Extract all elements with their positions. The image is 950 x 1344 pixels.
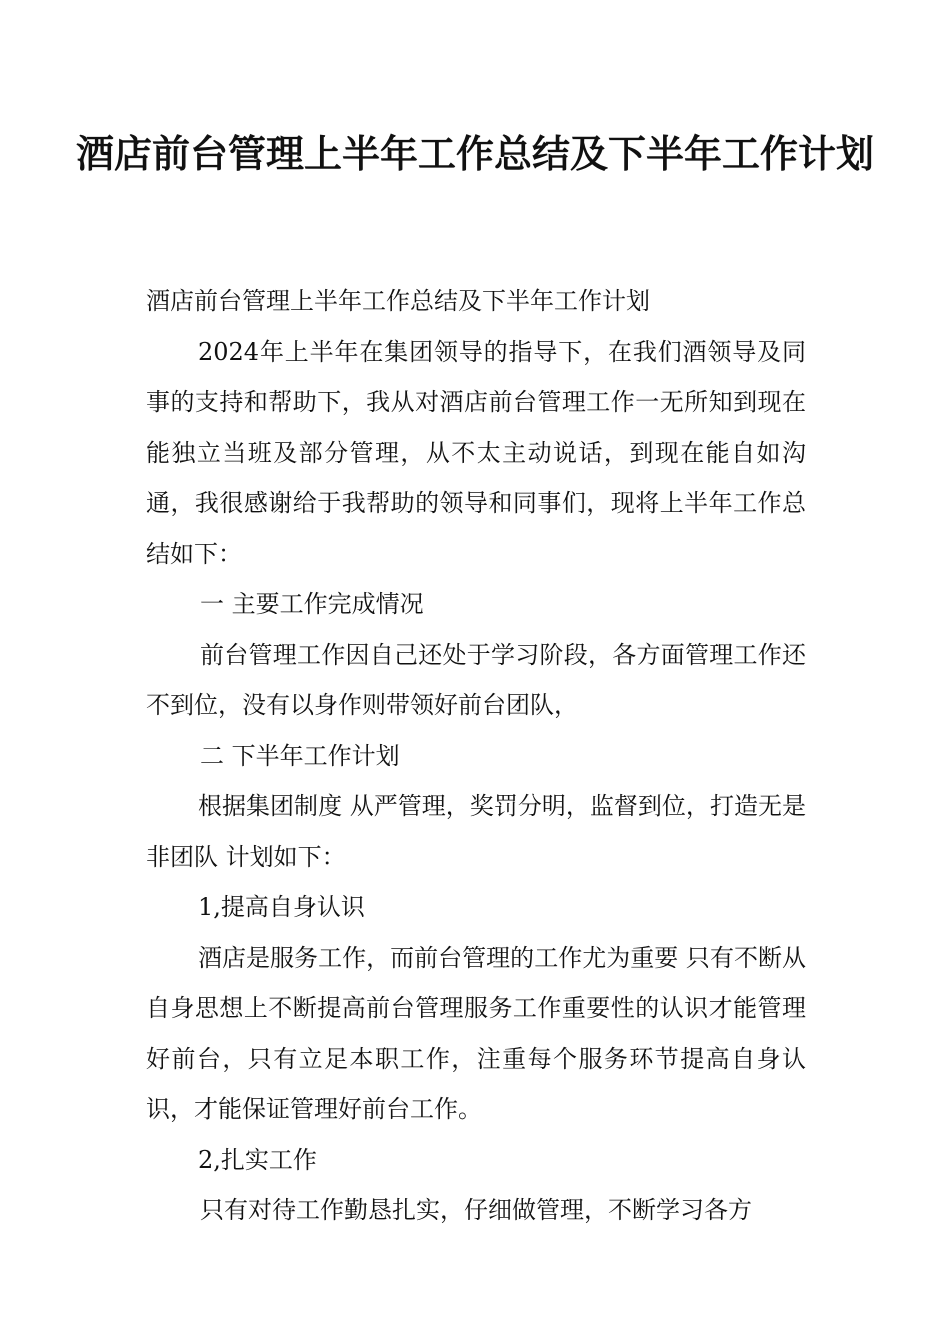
body-paragraph: 根据集团制度 从严管理，奖罚分明，监督到位，打造无是非团队 计划如下： bbox=[146, 792, 806, 871]
subsection-heading: 2,扎实工作 bbox=[198, 1145, 317, 1174]
subsection-heading: 1,提高自身认识 bbox=[198, 893, 365, 921]
section-heading: 一 主要工作完成情况 bbox=[200, 590, 424, 618]
body-paragraph: 酒店是服务工作，而前台管理的工作尤为重要 只有不断从自身思想上不断提高前台管理服务工作重要性的认识才能管理好前台，只有立足本职工作，注重每个服务环节提高自身认识，才能保证管理好前台工作。 bbox=[146, 943, 806, 1123]
subtitle-paragraph: 酒店前台管理上半年工作总结及下半年工作计划 bbox=[146, 287, 650, 315]
intro-paragraph: 2024年上半年在集团领导的指导下，在我们酒领导及同事的支持和帮助下，我从对酒店前台管理工作一无所知到现在能独立当班及部分管理，从不太主动说话，到现在能自如沟通，我很感谢给于我帮助的领导和同事们，现将上半年工作总结如下： bbox=[146, 337, 806, 568]
document-title: 酒店前台管理上半年工作总结及下半年工作计划 bbox=[75, 132, 874, 176]
body-paragraph: 只有对待工作勤恳扎实，仔细做管理，不断学习各方 bbox=[200, 1196, 752, 1224]
section-heading: 二 下半年工作计划 bbox=[200, 741, 400, 770]
document-body bbox=[146, 276, 806, 1236]
body-paragraph: 前台管理工作因自己还处于学习阶段，各方面管理工作还不到位，没有以身作则带领好前台团队， bbox=[146, 640, 806, 719]
